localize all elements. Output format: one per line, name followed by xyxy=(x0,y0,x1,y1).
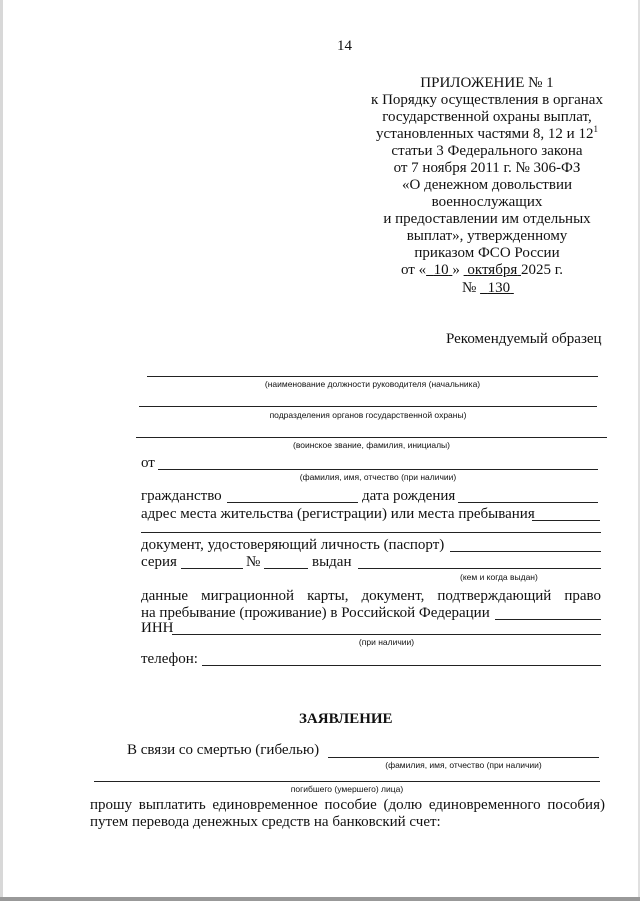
date-day xyxy=(426,262,452,278)
appendix-date xyxy=(401,262,563,279)
citizenship-field[interactable] xyxy=(227,502,358,503)
number-prefix: № xyxy=(462,280,481,296)
death-label: В связи со смертью (гибелью) xyxy=(127,742,320,758)
appendix-line: «О денежном довольствии xyxy=(402,177,572,193)
request-word: выплатить xyxy=(138,797,206,813)
birthdate-field[interactable] xyxy=(458,502,598,503)
hint-issued: (кем и когда выдан) xyxy=(460,572,538,582)
date-mid: » xyxy=(452,262,464,278)
date-day-value: 10 xyxy=(433,262,449,278)
request-word: единовременное xyxy=(212,797,318,813)
migration-word: подтверждающий xyxy=(437,588,552,604)
appendix-line: выплат», утвержденному xyxy=(406,228,568,244)
number-label: № xyxy=(246,554,261,570)
series-field[interactable] xyxy=(181,568,243,569)
migration-field[interactable] xyxy=(495,619,601,620)
migration-word: данные xyxy=(141,588,189,604)
deceased-name-field-line-2[interactable] xyxy=(94,781,600,782)
date-month xyxy=(464,262,521,278)
hint-department: подразделения органов государственной охраны) xyxy=(269,410,467,420)
document-label: документ, удостоверяющий личность (паспорт) xyxy=(141,537,445,553)
scan-bottom-edge xyxy=(0,897,640,901)
date-prefix: от « xyxy=(401,262,427,278)
request-word: прошу xyxy=(90,797,133,813)
rank-line xyxy=(136,437,607,438)
migration-word: миграционной xyxy=(201,588,295,604)
number-field[interactable] xyxy=(264,568,308,569)
appendix-line: и предоставлении им отдельных xyxy=(383,211,591,227)
migration-word: право xyxy=(564,588,601,604)
appendix-line: от 7 ноября 2011 г. № 306-ФЗ xyxy=(393,160,581,176)
address-field-line-2[interactable] xyxy=(141,532,601,533)
deceased-name-field[interactable] xyxy=(328,757,599,758)
date-year: 2025 г. xyxy=(521,262,563,278)
appendix-line: военнослужащих xyxy=(431,194,543,210)
number-value-text: 130 xyxy=(487,280,511,296)
recommended-sample: Рекомендуемый образец xyxy=(446,331,602,347)
issued-label: выдан xyxy=(312,554,352,570)
phone-label: телефон: xyxy=(141,651,198,667)
hint-inn: (при наличии) xyxy=(358,637,415,647)
request-word: единовременного xyxy=(428,797,541,813)
hint-deceased: погибшего (умершего) лица) xyxy=(290,784,404,794)
phone-field[interactable] xyxy=(202,665,601,666)
page-number: 14 xyxy=(337,38,352,54)
appendix-line xyxy=(357,126,617,143)
scan-left-edge xyxy=(0,0,3,901)
appendix-line: к Порядку осуществления в органах xyxy=(371,92,603,108)
appendix-number xyxy=(462,280,514,297)
appendix-title: ПРИЛОЖЕНИЕ № 1 xyxy=(420,75,554,91)
number-value xyxy=(480,280,514,296)
address-label: адрес места жительства (регистрации) или места пребывания xyxy=(141,506,535,522)
citizenship-label: гражданство xyxy=(141,488,222,504)
inn-label: ИНН xyxy=(141,620,174,636)
request-line xyxy=(90,797,605,814)
from-label: от xyxy=(141,455,155,471)
hint-rank: (воинское звание, фамилия, инициалы) xyxy=(292,440,451,450)
transfer-line: путем перевода денежных средств на банковский счет: xyxy=(90,814,441,830)
migration-word: документ, xyxy=(361,588,425,604)
request-word: пособие xyxy=(324,797,377,813)
appendix-line-text: установленных частями 8, 12 и 12 xyxy=(376,126,594,142)
series-label: серия xyxy=(141,554,177,570)
date-month-value: октября xyxy=(467,262,518,278)
hint-fullname: (фамилия, имя, отчество (при наличии) xyxy=(299,472,457,482)
migration-line-2: на пребывание (проживание) в Российской Федерации xyxy=(141,605,490,621)
migration-word: карты, xyxy=(307,588,349,604)
appendix-line: государственной охраны выплат, xyxy=(382,109,592,125)
request-word: пособия) xyxy=(547,797,605,813)
department-line xyxy=(139,406,597,407)
statement-title: ЗАЯВЛЕНИЕ xyxy=(299,711,393,727)
superscript: 1 xyxy=(593,124,598,134)
from-line xyxy=(158,469,598,470)
appendix-line: статьи 3 Федерального закона xyxy=(391,143,583,159)
birthdate-label: дата рождения xyxy=(362,488,456,504)
hint-position: (наименование должности руководителя (начальника) xyxy=(264,379,481,389)
migration-line-1 xyxy=(141,588,601,605)
appendix-line: приказом ФСО России xyxy=(414,245,560,261)
inn-field[interactable] xyxy=(172,634,601,635)
request-word: (долю xyxy=(383,797,423,813)
address-field[interactable] xyxy=(532,520,600,521)
position-line xyxy=(147,376,598,377)
hint-deceased-fullname: (фамилия, имя, отчество (при наличии) xyxy=(385,760,542,770)
issued-field[interactable] xyxy=(358,568,601,569)
document-field[interactable] xyxy=(450,551,601,552)
